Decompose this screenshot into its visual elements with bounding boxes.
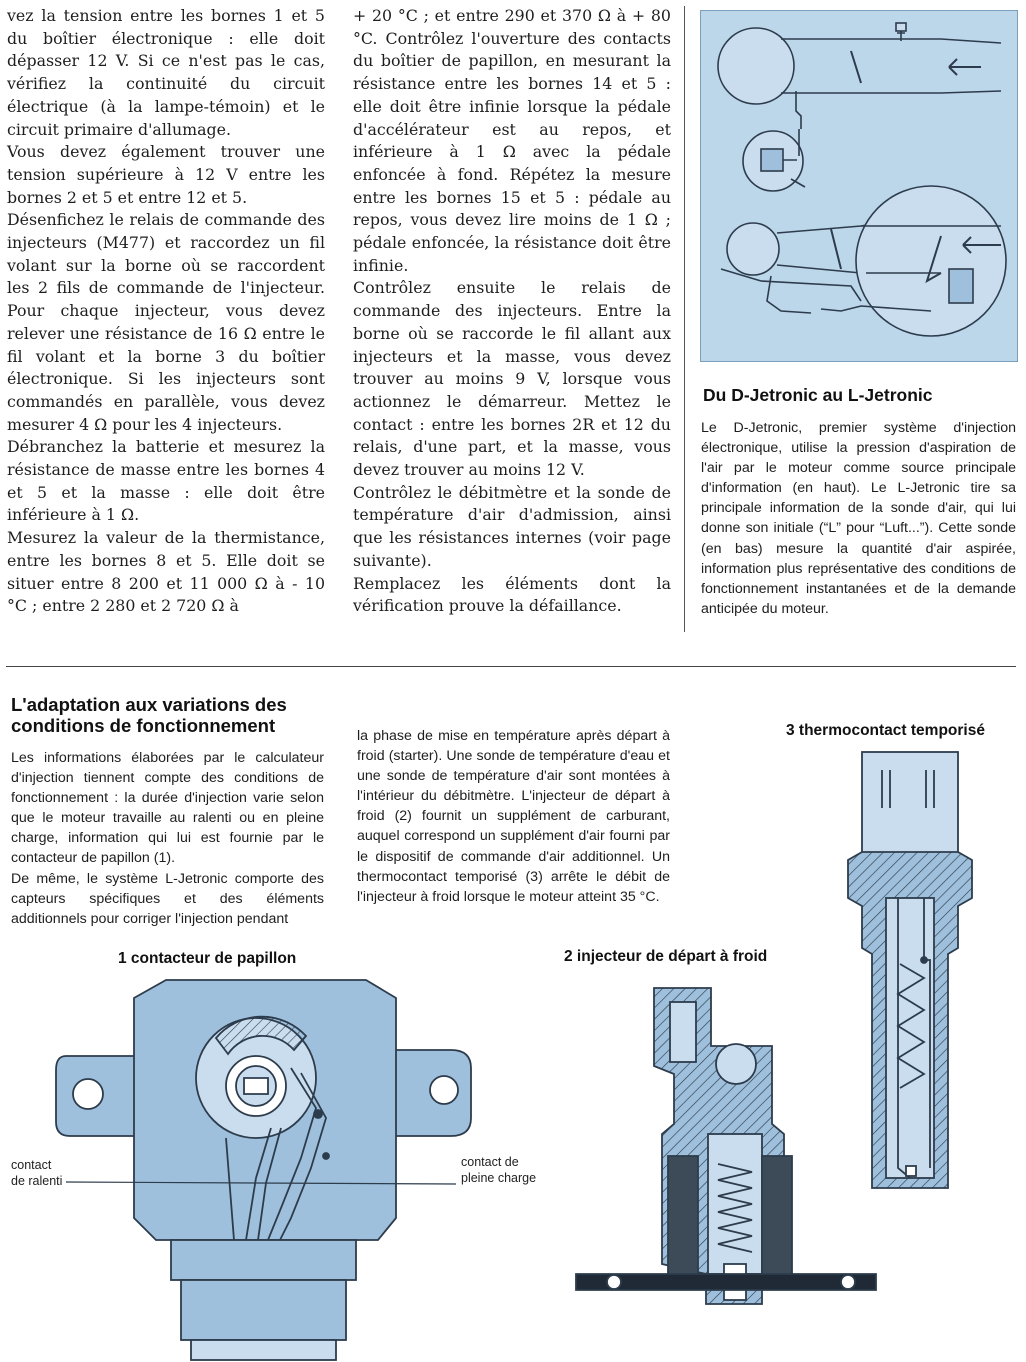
callout-line: pleine charge [461,1171,537,1185]
article-column-1 [7,5,325,618]
paragraph: Remplacez les éléments dont la vérification prouve la défaillance. [353,573,671,616]
section-column-1 [11,748,324,929]
article-column-2 [353,5,671,618]
callout-line: de ralenti [11,1174,63,1188]
figure-1-title: 1 contacteur de papillon [118,950,297,967]
callout-line: contact [11,1158,52,1172]
throttle-switch-drawing [56,978,476,1362]
paragraph: Contrôlez le débitmètre et la sonde de température d'air d'admission, ainsi que les résistances internes (voir page suivante). [353,482,671,570]
paragraph: Vous devez également trouver une tension supérieure à 12 V entre les bornes 2 et 5 et entre 12 et 5. [7,142,325,207]
paragraph: De même, le système L-Jetronic comporte des capteurs spécifiques et des éléments additionnels pour corriger l'injection pendant [11,870,324,927]
sidebar-title: Du D-Jetronic au L-Jetronic [703,385,933,405]
sidebar-paragraph: Le D-Jetronic, premier système d'injection électronique, utilise la pression d'aspiration de l'air par le moteur comme source principale d'information (en haut). Le L-Jetronic tire sa principale information de la sonde d'air, qui lui donne son initiale (“L” pour “Luft...”). Cette sonde (en bas) mesure la quantité d'air aspirée, information plus représentative des conditions de fonctionnement instantanées et de la demande anticipée du moteur. [701,420,1016,617]
callout-full-load-contact [461,1154,536,1186]
paragraph: Contrôlez ensuite le relais de commande des injecteurs. Entre la borne où se raccorde le fil allant aux injecteurs et la masse, vous devez trouver au moins 9 V, lorsque vous actionnez le démarreur. Mettez le contact : entre les bornes 2R et 12 du relais, d'une part, et la masse, vous devez trouver au moins 12 V. [353,278,671,480]
column-divider [684,6,685,632]
figure-3-title: 3 thermocontact temporisé [786,722,985,739]
jetronic-diagram-drawing [701,11,1017,361]
section-title: L'adaptation aux variations des conditions de fonctionnement [11,694,287,736]
paragraph: Débranchez la batterie et mesurez la résistance de masse entre les bornes 4 et 5 et la masse : elle doit être inférieure à 1 Ω. [7,437,325,525]
paragraph: Désenfichez le relais de commande des injecteurs (M477) et raccordez un fil volant sur la borne où se raccordent les 2 fils de commande de l'injecteur. Pour chaque injecteur, vous devez relever une résistance de 16 Ω entre le fil volant et la borne 3 du boîtier électronique. Si les injecteurs sont commandés en parallèle, vous devez mesurer 4 Ω pour les 4 injecteurs. [7,210,325,434]
paragraph: Mesurez la valeur de la thermistance, entre les bornes 8 et 5. Elle doit se situer entre 8 200 et 11 000 Ω à - 10 °C ; entre 2 280 et 2 720 Ω à [7,528,325,616]
sidebar-body [701,418,1016,619]
paragraph: la phase de mise en température après départ à froid (starter). Une sonde de température d'eau et une sonde de température d'air sont montées à l'intérieur du débitmètre. L'injecteur de départ à froid (2) fournit un supplément de carburant, auquel correspond un supplément d'air fourni par le dispositif de commande d'air additionnel. Un thermocontact temporisé (3) arrête le débit de l'injecteur à froid lorsque le moteur atteint 35 °C. [357,728,670,905]
callout-idle-contact [11,1157,62,1189]
callout-line: contact de [461,1155,519,1169]
section-column-2 [357,726,670,907]
figure-2-title: 2 injecteur de départ à froid [564,948,768,965]
paragraph: vez la tension entre les bornes 1 et 5 du boîtier électronique : elle doit dépasser 12 V. Si ce n'est pas le cas, vérifiez la continuité du circuit électrique (à la lampe-témoin) et le circuit primaire d'allumage. [7,6,325,139]
cold-start-injector-drawing [576,984,876,1314]
thermo-time-switch-drawing [840,748,980,1200]
jetronic-diagram [700,10,1018,362]
paragraph: Les informations élaborées par le calculateur d'injection tiennent compte des conditions de fonctionnement : la durée d'injection varie selon que le moteur travaille au ralenti ou en pleine charge, information qui lui est fournie par le contacteur de papillon (1). [11,750,324,867]
paragraph: + 20 °C ; et entre 290 et 370 Ω à + 80 °C. Contrôlez l'ouverture des contacts du boîtier de papillon, en mesurant la résistance entre les bornes 14 et 5 : elle doit être infinie lorsque la pédale d'accélérateur est au repos, et inférieure à 1 Ω avec la pédale enfoncée à fond. Répétez la mesure entre les bornes 15 et 5 : pédale au repos, vous devez lire moins de 1 Ω ; pédale enfoncée, la résistance doit être infinie. [353,6,671,275]
section-divider [6,666,1016,667]
